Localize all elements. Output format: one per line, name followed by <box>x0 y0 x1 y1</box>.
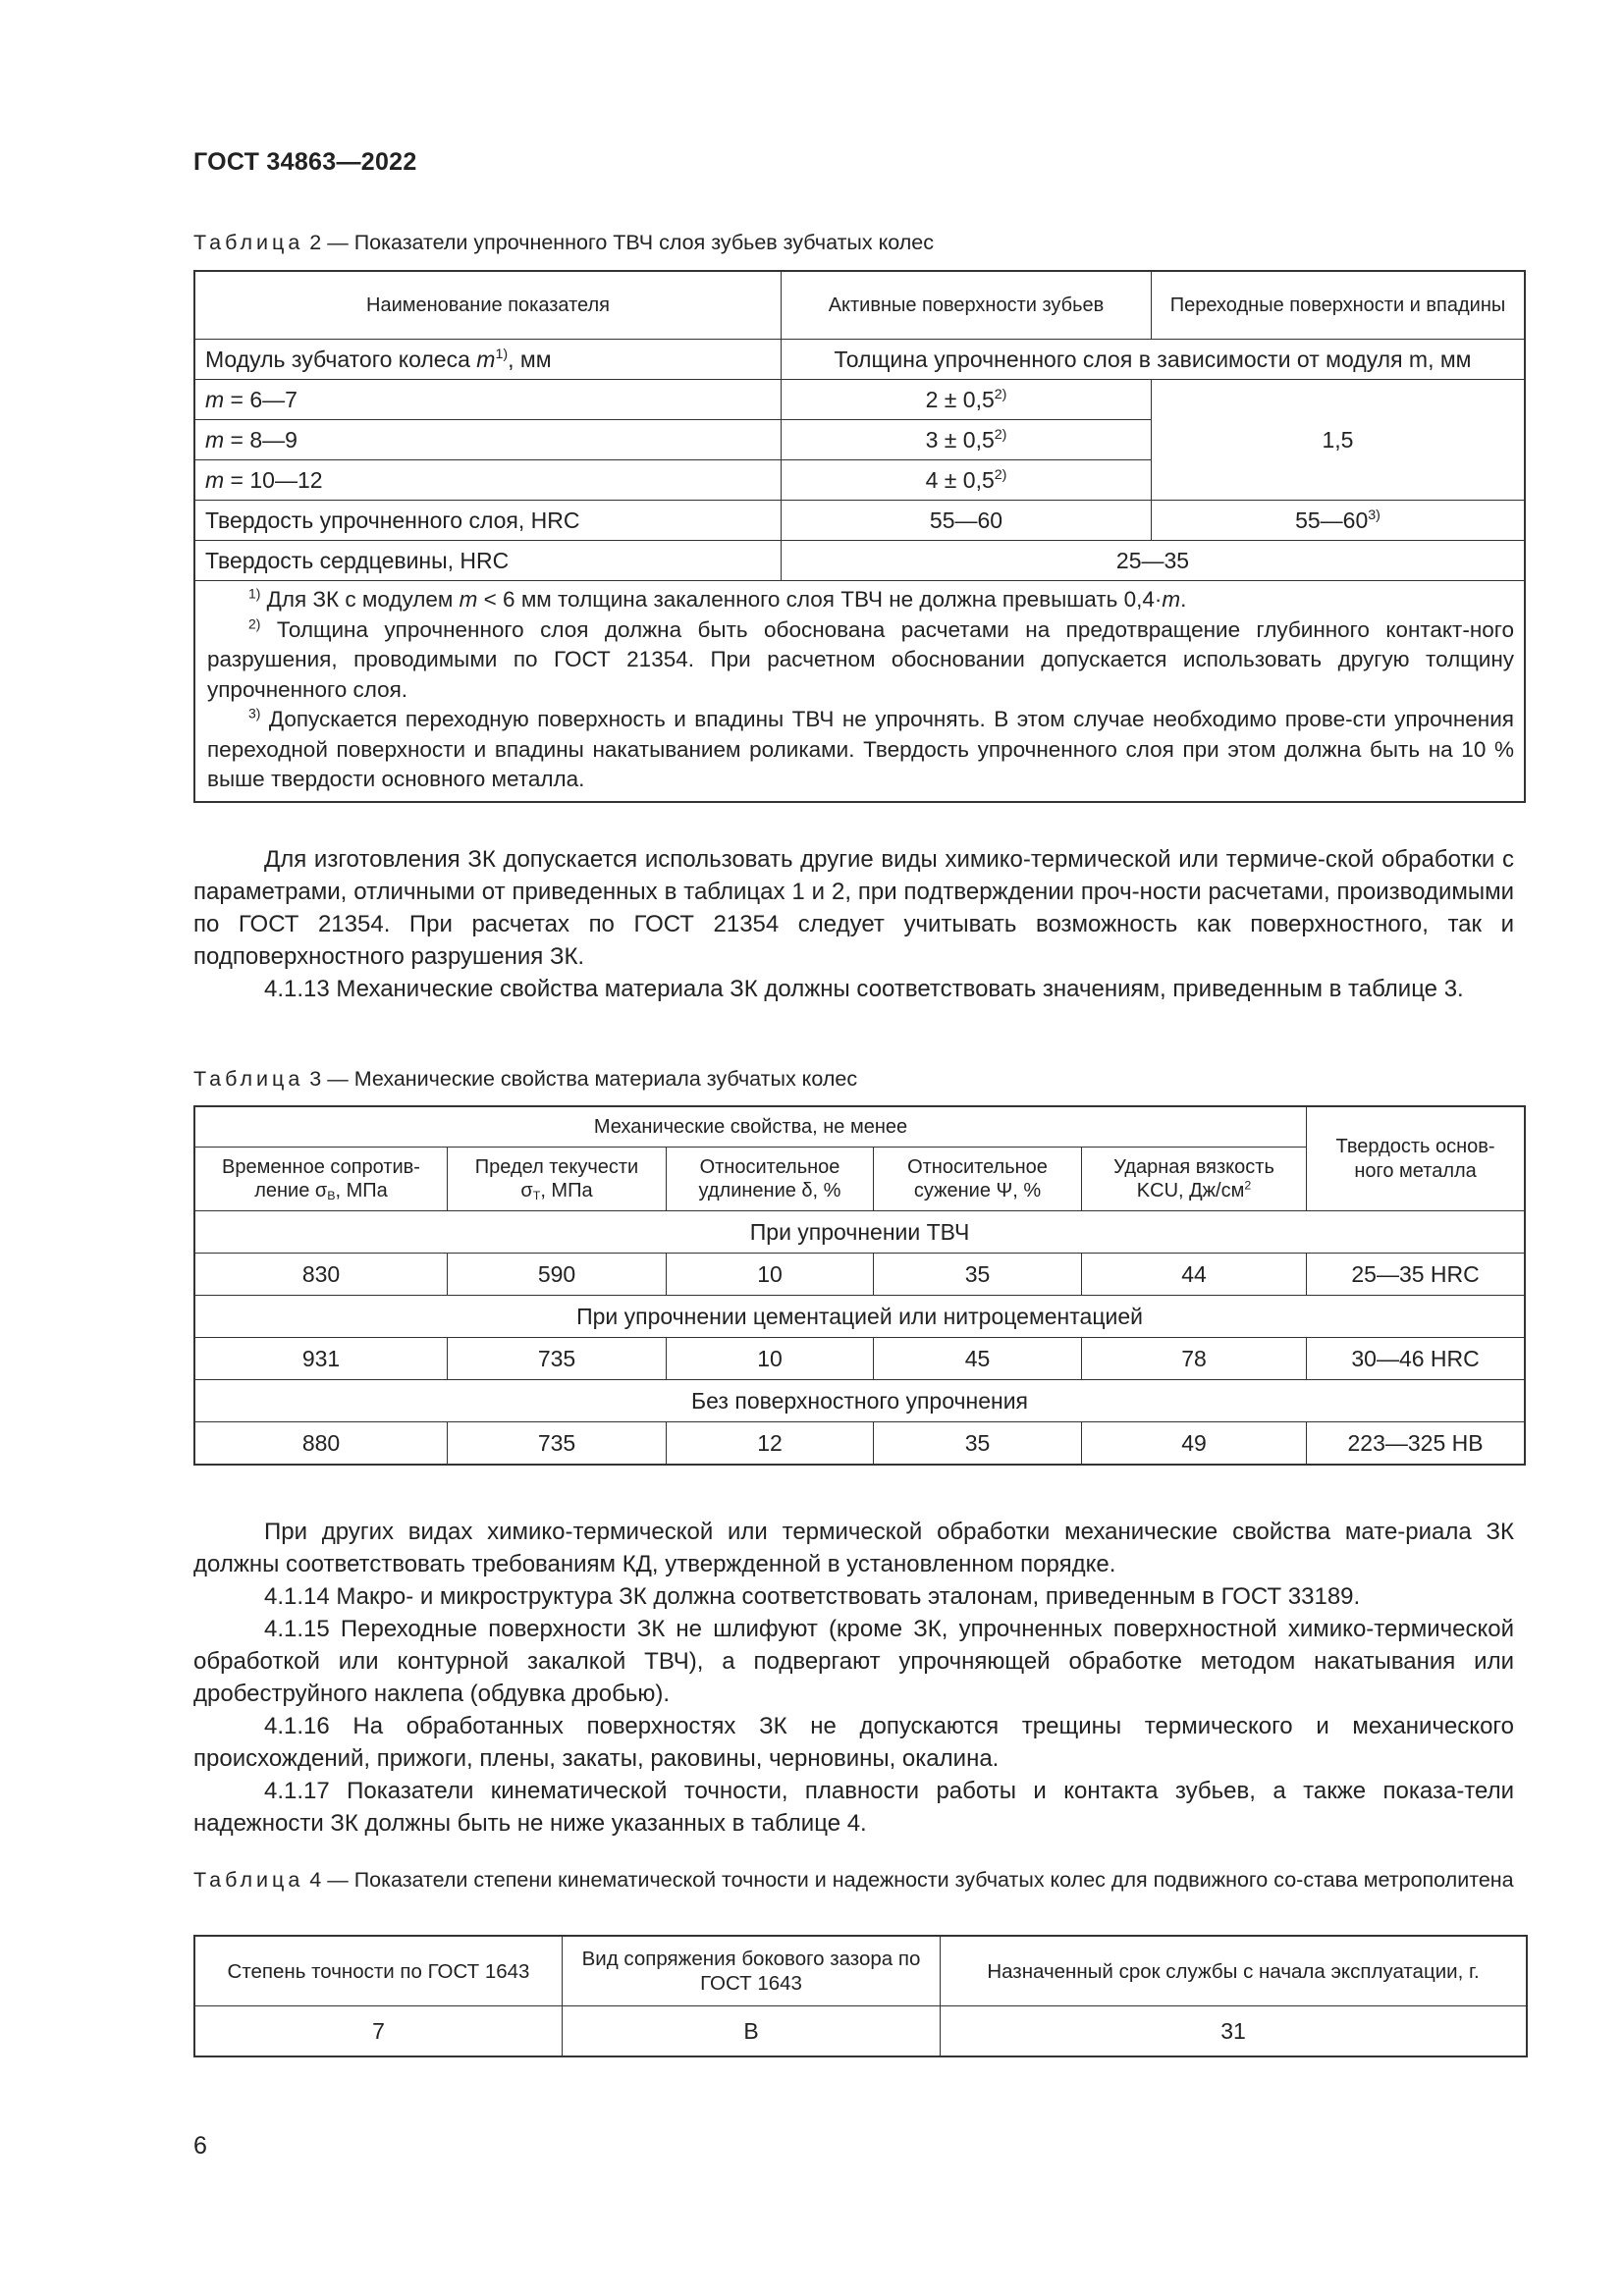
table2-caption-word: Таблица <box>193 231 304 254</box>
paragraph: 4.1.17 Показатели кинематической точности, плавности работы и контакта зубьев, а также показа-тели надежности ЗК должны быть не ниже указанных в таблице 4. <box>193 1778 1514 1837</box>
table3-column-header <box>195 1148 448 1211</box>
header-line: , МПа <box>540 1180 593 1201</box>
header-line: Относительное <box>907 1156 1048 1178</box>
module-value-cell <box>195 420 782 460</box>
table2-row <box>195 380 1525 420</box>
footnote-text: Для ЗК с модулем <box>260 587 460 612</box>
table-cell: 10 <box>667 1338 874 1380</box>
table-cell: 735 <box>448 1338 667 1380</box>
subscript: В <box>327 1189 336 1203</box>
table3-row <box>195 1422 1525 1465</box>
table-cell: 880 <box>195 1422 448 1465</box>
header-line: ление σ <box>254 1180 328 1201</box>
module-symbol: m <box>205 386 225 412</box>
thickness-value: 2 ± 0,5 <box>925 386 995 412</box>
table-cell: 49 <box>1082 1422 1307 1465</box>
footnote-ref: 3) <box>1368 507 1380 523</box>
table4-caption-text: 4 — Показатели степени кинематической точности и надежности зубчатых колес для подвижного со-става метрополитена <box>303 1868 1514 1892</box>
table3-caption-text: 3 — Механические свойства материала зубчатых колес <box>303 1067 858 1091</box>
table-cell: 735 <box>448 1422 667 1465</box>
subscript: Т <box>532 1189 541 1203</box>
body-text-2 <box>193 1516 1514 1840</box>
header-line: Относительное <box>699 1156 840 1178</box>
table-cell: 12 <box>667 1422 874 1465</box>
module-label: Модуль зубчатого колеса <box>205 346 477 372</box>
document-header: ГОСТ 34863—2022 <box>193 148 417 176</box>
footnote-2 <box>207 615 1514 706</box>
footnote-ref: 2) <box>994 466 1007 483</box>
table3-section-row <box>195 1380 1525 1422</box>
table3-row <box>195 1254 1525 1296</box>
table3-row <box>195 1338 1525 1380</box>
table2-header-row <box>195 272 1525 340</box>
paragraph: 4.1.14 Макро- и микроструктура ЗК должна соответствовать эталонам, приведенным в ГОСТ 33189. <box>264 1583 1361 1610</box>
table2-notes-row <box>195 581 1525 802</box>
section-title: Без поверхностного упрочнения <box>195 1380 1525 1422</box>
table3-column-header <box>667 1148 874 1211</box>
module-range: = 6—7 <box>224 386 298 412</box>
module-symbol: m <box>1162 587 1181 612</box>
header-line: Временное сопротив- <box>222 1156 420 1178</box>
footnote-3 <box>207 705 1514 795</box>
table-cell: 10 <box>667 1254 874 1296</box>
module-label-cell <box>195 340 782 380</box>
footnote-mark: 3) <box>248 705 261 721</box>
hardness-value: 55—60 <box>1295 507 1369 533</box>
thickness-value: 4 ± 0,5 <box>925 466 995 493</box>
thickness-value-cell <box>782 460 1152 501</box>
header-line: удлинение δ, % <box>698 1180 841 1201</box>
footnote-1 <box>207 585 1514 615</box>
table3-caption <box>193 1064 1514 1094</box>
table4-header-cell: Назначенный срок службы с начала эксплуатации, г. <box>941 1937 1527 2006</box>
table3-group-header: Механические свойства, не менее <box>195 1107 1307 1148</box>
table2-header-cell: Активные поверхности зубьев <box>782 272 1152 340</box>
table3-column-header <box>448 1148 667 1211</box>
table-cell: B <box>563 2006 941 2056</box>
table-cell: 78 <box>1082 1338 1307 1380</box>
table-4 <box>194 1936 1527 2056</box>
module-symbol: m <box>459 587 478 612</box>
hardness-core-label: Твердость сердцевины, HRC <box>195 541 782 581</box>
footnote-mark: 2) <box>248 614 261 631</box>
thickness-label-cell: Толщина упрочненного слоя в зависимости от модуля m, мм <box>782 340 1525 380</box>
thickness-value-cell <box>782 380 1152 420</box>
table-cell: 830 <box>195 1254 448 1296</box>
table-cell: 931 <box>195 1338 448 1380</box>
table3-section-row <box>195 1296 1525 1338</box>
table4-row <box>195 2006 1527 2056</box>
paragraph: При других видах химико-термической или термической обработки механические свойства мате-риала ЗК должны соответствовать требованиям КД, утвержденной в установленном порядке. <box>193 1519 1514 1577</box>
thickness-value-cell <box>782 420 1152 460</box>
table-cell: 35 <box>874 1254 1082 1296</box>
module-symbol: m <box>205 426 225 453</box>
table-cell: 44 <box>1082 1254 1307 1296</box>
table-cell: 25—35 HRC <box>1307 1254 1525 1296</box>
footnote-text: . <box>1180 587 1187 612</box>
header-line: σ <box>520 1180 533 1201</box>
table-cell: 223—325 HB <box>1307 1422 1525 1465</box>
table3-column-header <box>874 1148 1082 1211</box>
table2-row <box>195 501 1525 541</box>
module-range: = 8—9 <box>224 426 298 453</box>
header-line: , МПа <box>335 1180 388 1201</box>
header-line: KCU, Дж/см <box>1136 1180 1245 1201</box>
paragraph: 4.1.16 На обработанных поверхностях ЗК не допускаются трещины термического и механического происхождений, прижоги, плены, закаты, раковины, черновины, окалина. <box>193 1713 1514 1772</box>
table3-hardness-header: Твердость основ-ного металла <box>1307 1107 1525 1211</box>
table4-header-cell: Степень точности по ГОСТ 1643 <box>195 1937 563 2006</box>
module-range: = 10—12 <box>224 466 323 493</box>
footnote-ref: 1) <box>495 346 509 362</box>
hardness-core-value: 25—35 <box>782 541 1525 581</box>
superscript: 2 <box>1244 1178 1252 1193</box>
table4-header-row <box>195 1937 1527 2006</box>
footnote-text: Допускается переходную поверхность и впадины ТВЧ не упрочнять. В этом случае необходимо прове-сти упрочнения переходной поверхности и впадины накатыванием роликами. Твердость упрочненного слоя при этом должна быть на 10 % выше твердости основного металла. <box>207 707 1514 791</box>
module-value-cell <box>195 460 782 501</box>
section-title: При упрочнении цементацией или нитроцементацией <box>195 1296 1525 1338</box>
table-2 <box>194 271 1525 802</box>
thickness-value: 3 ± 0,5 <box>925 426 995 453</box>
table-cell: 45 <box>874 1338 1082 1380</box>
table2-header-cell: Наименование показателя <box>195 272 782 340</box>
module-value-cell <box>195 380 782 420</box>
paragraph: 4.1.13 Механические свойства материала ЗК должны соответствовать значениям, приведенным в таблице 3. <box>264 976 1464 1002</box>
page-number: 6 <box>193 2132 207 2160</box>
hardness-layer-label: Твердость упрочненного слоя, HRC <box>195 501 782 541</box>
header-line: Предел текучести <box>474 1156 639 1178</box>
module-symbol: m <box>476 346 496 372</box>
table4-caption-word: Таблица <box>193 1868 304 1892</box>
paragraph: 4.1.15 Переходные поверхности ЗК не шлифуют (кроме ЗК, упрочненных поверхностной химико-термической обработкой или контурной закалкой ТВЧ), а подвергают упрочняющей обработке методом накатывания или дробеструйного наклепа (обдувка дробью). <box>193 1616 1514 1707</box>
hardness-layer-active: 55—60 <box>782 501 1152 541</box>
table-cell: 590 <box>448 1254 667 1296</box>
table4-header-cell: Вид сопряжения бокового зазора по ГОСТ 1643 <box>563 1937 941 2006</box>
table2-caption-text: 2 — Показатели упрочненного ТВЧ слоя зубьев зубчатых колес <box>303 231 934 254</box>
hardness-layer-transition <box>1152 501 1525 541</box>
footnote-mark: 1) <box>248 585 261 602</box>
table-3 <box>194 1106 1525 1465</box>
header-line: Ударная вязкость <box>1113 1156 1274 1178</box>
paragraph: Для изготовления ЗК допускается использовать другие виды химико-термической или термиче-ской обработки с параметрами, отличными от приведенных в таблицах 1 и 2, при подтверждении проч-ности расчетами, производимыми по ГОСТ 21354. При расчетах по ГОСТ 21354 следует учитывать возможность как поверхностного, так и подповерхностного разрушения ЗК. <box>193 846 1514 970</box>
table-cell: 30—46 HRC <box>1307 1338 1525 1380</box>
header-line: сужение Ψ, % <box>913 1180 1042 1201</box>
table2-row <box>195 340 1525 380</box>
table3-header-row <box>195 1107 1525 1148</box>
module-symbol: m <box>205 466 225 493</box>
table-cell: 31 <box>941 2006 1527 2056</box>
body-text-1 <box>193 843 1514 1005</box>
table2-caption <box>193 228 1514 257</box>
table-cell: 7 <box>195 2006 563 2056</box>
table3-section-row <box>195 1211 1525 1254</box>
footnote-ref: 2) <box>994 426 1007 443</box>
table3-caption-word: Таблица <box>193 1067 304 1091</box>
table2-notes <box>195 581 1525 802</box>
table2-header-cell: Переходные поверхности и впадины <box>1152 272 1525 340</box>
footnote-ref: 2) <box>994 386 1007 402</box>
module-unit: , мм <box>508 346 552 372</box>
footnote-text: < 6 мм толщина закаленного слоя ТВЧ не должна превышать 0,4· <box>477 587 1163 612</box>
table-cell: 35 <box>874 1422 1082 1465</box>
table3-column-header <box>1082 1148 1307 1211</box>
footnote-text: Толщина упрочненного слоя должна быть обоснована расчетами на предотвращение глубинного контакт-ного разрушения, проводимыми по ГОСТ 21354. При расчетном обосновании допускается использовать другую толщину упрочненного слоя. <box>207 616 1514 702</box>
table4-caption <box>193 1865 1514 1895</box>
transition-value-cell: 1,5 <box>1152 380 1525 501</box>
table2-row <box>195 541 1525 581</box>
section-title: При упрочнении ТВЧ <box>195 1211 1525 1254</box>
